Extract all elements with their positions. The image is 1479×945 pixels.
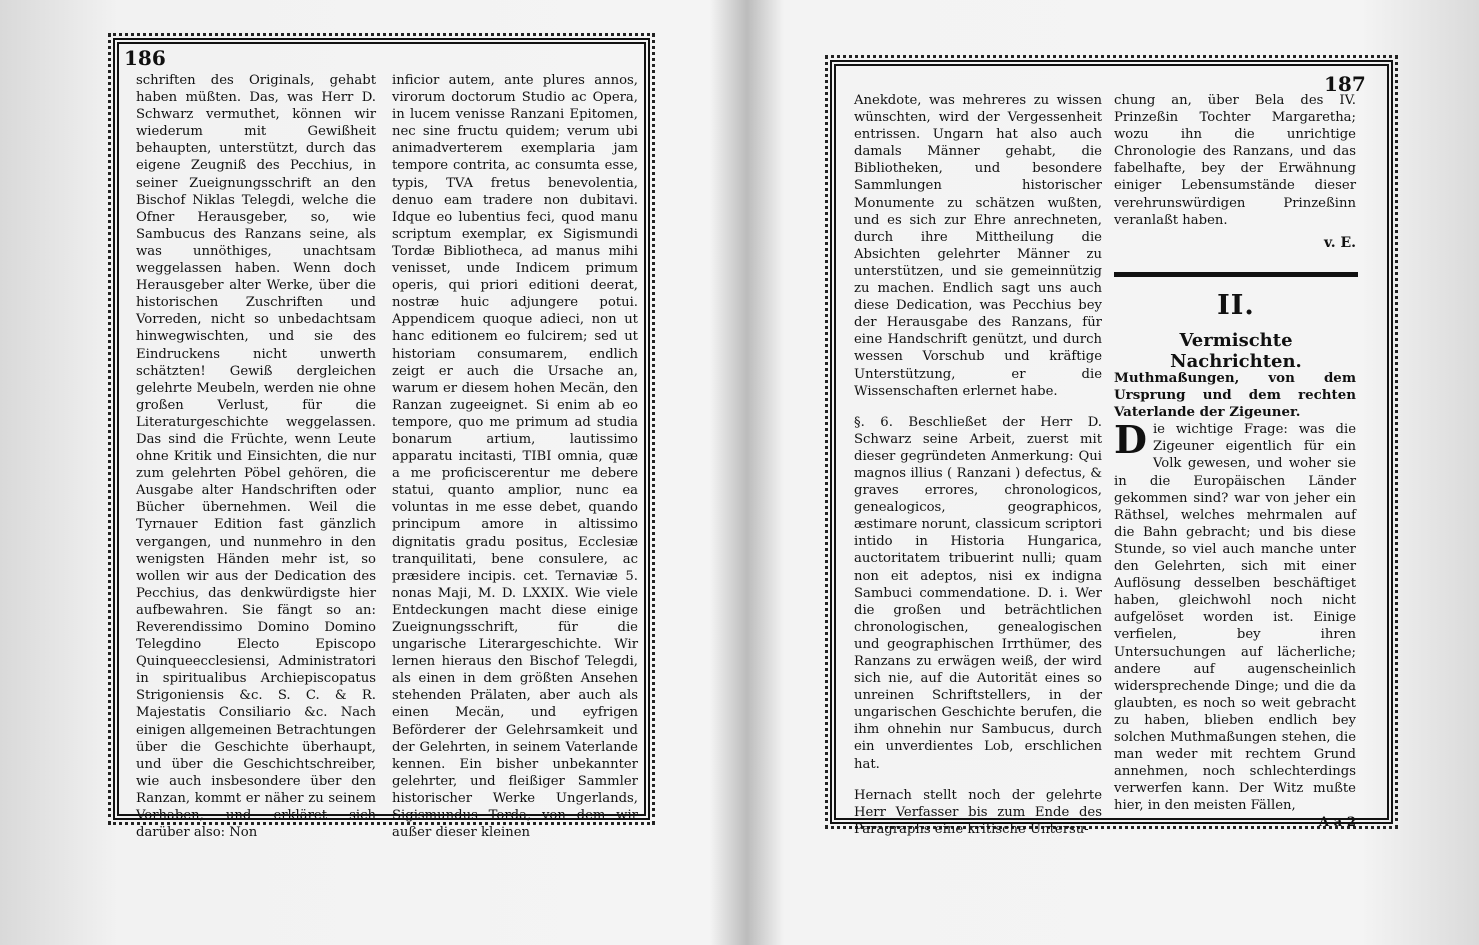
right-column-2-body <box>1114 370 1356 832</box>
drop-cap: D <box>1114 417 1147 463</box>
author-signature: v. E. <box>1323 234 1356 251</box>
section-rule <box>1114 272 1358 277</box>
left-column-2 <box>392 72 638 841</box>
left-column-1 <box>136 72 376 841</box>
article-subheading: Muthmaßungen, von dem Ursprung und dem rechten Vaterlande der Zigeuner. <box>1114 370 1356 421</box>
paragraph: Anekdote, was mehreres zu wissen wünschten, wird der Vergessenheit entrissen. Ungarn hat also auch damals Männer gehabt, die Bibliotheken, und besondere Sammlungen historischer Monumente zu schätzen wußten, und es sich zur Ehre anrechneten, durch ihre Mittheilung die Absichten gelehrter Männer zu unterstützen, und sie gemeinnützig zu machen. Endlich sagt uns auch diese Dedication, was Pecchius bey der Herausgabe des Ranzans, für eine Handschrift genützt, und durch wessen Vorschub und kräftige Unterstützung, er die Wissenschaften erlernet habe. <box>854 93 1102 399</box>
right-column-2-top <box>1114 92 1356 252</box>
left-page <box>0 0 738 945</box>
paragraph: inficior autem, ante plures annos, virorum doctorum Studio ac Opera, in lucem venisse Ranzani Epitomen, nec sine fructu quidem; verum ubi animadverterem exemplaria jam tempore contrita, ac consumta esse, typis, TVA fretus benevolentia, denuo eam tradere non dubitavi. Idque eo lubentius feci, quod manu scriptum exemplar, ex Sigismundi Tordæ Bibliotheca, ad manus mihi venisset, unde Indicem primum operis, qui priori editioni deerat, nostræ huic adjungere potui. Appendicem quoque adieci, non ut hanc editionem eo fulcirem; sed ut historiam consumarem, endlich zeigt er auch die Ursache an, warum er diesem hohen Mecän, den Ranzan zugeeignet. Si enim ab eo tempore, quo me primum ad studia bonarum artium, lautissimo apparatu incitasti, TIBI omnia, quæ a me proficiscerentur me debere statui, quanto amplior, nunc ea voluntas in me esse debet, quando principum amore in altissimo dignitatis gradu positus, Ecclesiæ tranquilitati, bene consulere, ac præsidere incipis. cet. Ternaviæ 5. nonas Maji, M. D. LXXIX. Wie viele Entdeckungen macht diese einige Zueignungsschrift, für die ungarische Literargeschichte. Wir lernen hieraus den Bischof Telegdi, als einen in dem größten Ansehen stehenden Prälaten, aber auch als einen Mecän, und eyfrigen Beförderer der Gelehrsamkeit und der Gelehrten, in seinem Vaterlande kennen. Ein bisher unbekannter gelehrter, und fleißiger Sammler historischer Werke Ungerlands, Sigismundus Torda, von dem wir außer dieser kleinen <box>392 73 638 841</box>
paragraph: chung an, über Bela des IV. Prinzeßin Tochter Margaretha; wozu ihn die unrichtige Chronologie des Ranzans, und das fabelhafte, bey der Erwähnung einiger Lebensumstände dieser verehrunswürdigen Prinzeßinn veranlaßt haben. <box>1114 93 1356 228</box>
right-column-1 <box>854 92 1102 838</box>
paragraph: schriften des Originals, gehabt haben müßten. Das, was Herr D. Schwarz vermuthet, können wir wiederum mit Gewißheit behaupten, unterstützt, durch das eigene Zeugniß des Pecchius, in seiner Zueignungsschrift an den Bischof Niklas Telegdi, welche die Ofner Herausgeber, so, wie Sambucus des Ranzans seine, als was unnöthiges, unachtsam weggelassen haben. Wenn doch Herausgeber alter Werke, über die historischen Zuschriften und Vorreden, nicht so unbedachtsam hinwegwischten, und sie des Eindruckens nicht unwerth schätzten! Gewiß dergleichen gelehrte Meubeln, werden nie ohne großen Verlust, für die Literaturgeschichte weggelassen. Das sind die Früchte, wenn Leute ohne Kritik und Einsichten, die nur zum gelehrten Pöbel gehören, die Ausgabe alter Handschriften oder Bücher übernehmen. Weil die Tyrnauer Edition fast gänzlich vergangen, und nunmehro in den wenigsten Händen mehr ist, so wollen wir aus der Dedication des Pecchius, das denkwürdigste hier aufbewahren. Sie fängt so an: Reverendissimo Domino Domino Telegdino Electo Episcopo Quinqueecclesiensi, Administratori in spiritualibus Archiepiscopatus Strigoniensis &c. S. C. & R. Majestatis Consiliario &c. Nach einigen allgemeinen Betrachtungen über die Geschichte überhaupt, und über die Geschichtschreiber, wie auch insbesondere über den Ranzan, kommt er näher zu seinem Vorhaben, und erkläret sich darüber also: Non <box>136 73 376 841</box>
article-text: ie wichtige Frage: was die Zigeuner eigentlich für ein Volk gewesen, und woher sie in die Europäischen Länder gekommen sind? war von jeher ein Räthsel, welches mehrmalen auf die Bahn gebracht; und bis diese Stunde, so viel auch manche unter den Gelehrten, sich mit einer Auflösung desselben beschäftiget haben, gleichwohl noch nicht aufgelöset worden ist. Einige verfielen, bey ihren Untersuchungen auf lächerliche; andere auf augenscheinlich widersprechende Dinge; und die da glaubten, es noch so weit gebracht zu haben, blieben endlich bey solchen Muthmaßungen stehen, die man weder mit rechtem Grund annehmen, noch schlechterdings verwerfen kann. Der Witz mußte hier, in den meisten Fällen, <box>1114 422 1356 814</box>
page-number: 186 <box>124 46 166 70</box>
paragraph: Hernach stellt noch der gelehrte Herr Verfasser bis zum Ende des Paragraphs eine kritische Untersu- <box>854 787 1102 837</box>
article-paragraph <box>1114 417 1356 814</box>
right-page <box>742 0 1479 945</box>
page-number: 187 <box>1324 72 1366 96</box>
section-title: Vermischte Nachrichten. <box>1170 330 1302 372</box>
section-number: II. <box>1217 290 1255 321</box>
catchword: A a 2 <box>1318 815 1356 831</box>
paragraph: §. 6. Beschließet der Herr D. Schwarz seine Arbeit, zuerst mit dieser gegründeten Anmerkung: Qui magnos illius ( Ranzani ) defectus, & graves errores, chronologicos, genealogicos, geographicos, æstimare norunt, classicum scriptori intido in Historia Hungarica, auctoritatem tribuerint nulli; quam non eit adeptos, nisi ex indigna Sambuci commendatione. D. i. Wer die großen und beträchtlichen chronologischen, genealogischen und geographischen Irrthümer, des Ranzans zu erwägen weiß, der wird sich nie, auf die Autorität eines so unreinen Schriftstellers, in der ungarischen Geschichte berufen, die ihm ohnehin nur Sambucus, durch ein unverdientes Lob, erschlichen hat. <box>854 414 1102 772</box>
